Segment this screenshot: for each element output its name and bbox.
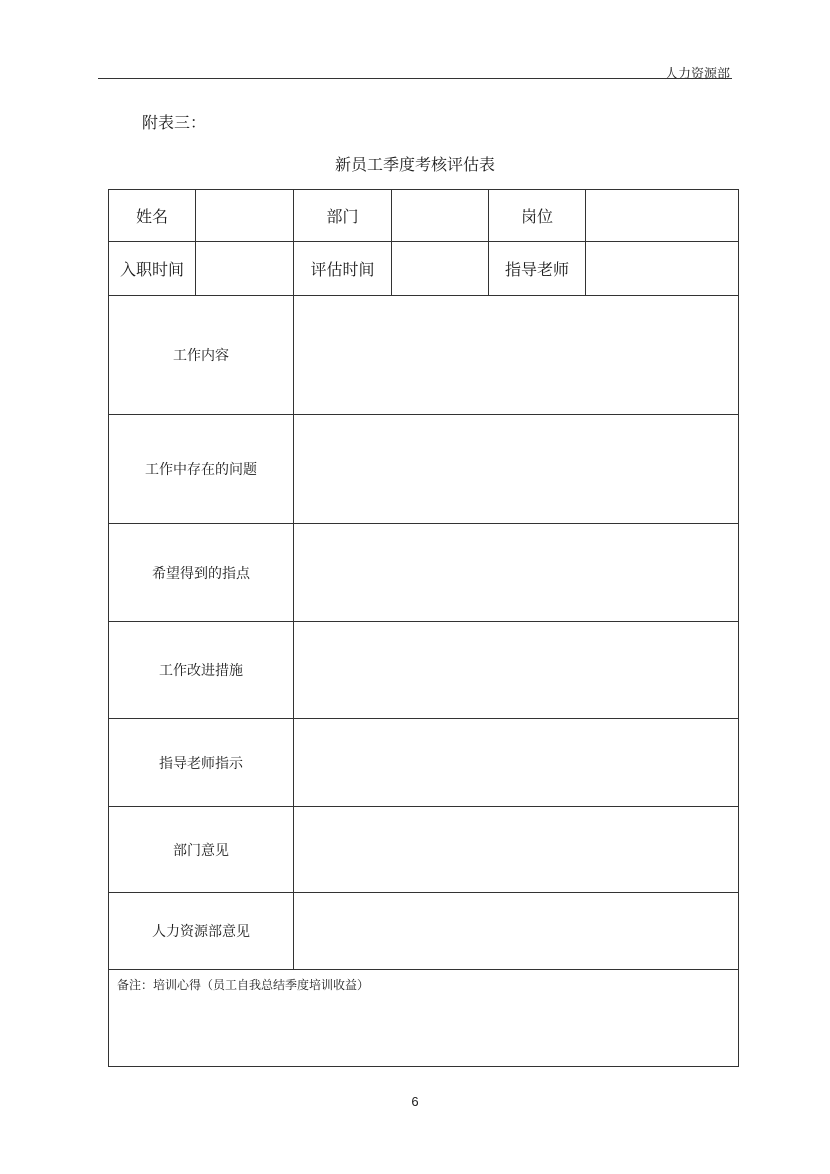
hire-date-field[interactable] bbox=[196, 242, 294, 296]
improvement-measures-field[interactable] bbox=[294, 622, 739, 719]
section-row bbox=[109, 415, 739, 524]
work-problems-field[interactable] bbox=[294, 415, 739, 524]
department-label: 部门 bbox=[294, 190, 392, 242]
name-label: 姓名 bbox=[109, 190, 196, 242]
hire-date-label: 入职时间 bbox=[109, 242, 196, 296]
section-row bbox=[109, 296, 739, 415]
section-row bbox=[109, 807, 739, 893]
appendix-label: 附表三： bbox=[142, 113, 207, 132]
hr-opinion-label: 人力资源部意见 bbox=[109, 893, 294, 970]
mentor-field[interactable] bbox=[586, 242, 739, 296]
work-problems-label: 工作中存在的问题 bbox=[109, 415, 294, 524]
header-divider bbox=[98, 78, 732, 79]
info-row bbox=[109, 190, 739, 242]
header-department: 人力资源部 bbox=[664, 67, 730, 82]
evaluation-date-field[interactable] bbox=[392, 242, 489, 296]
name-field[interactable] bbox=[196, 190, 294, 242]
position-field[interactable] bbox=[586, 190, 739, 242]
section-row bbox=[109, 719, 739, 807]
remarks-field[interactable]: 备注：培训心得（员工自我总结季度培训收益） bbox=[109, 970, 739, 1067]
hr-opinion-field[interactable] bbox=[294, 893, 739, 970]
section-row bbox=[109, 893, 739, 970]
department-opinion-label: 部门意见 bbox=[109, 807, 294, 893]
evaluation-form-table bbox=[108, 189, 739, 1067]
section-row bbox=[109, 622, 739, 719]
mentor-label: 指导老师 bbox=[489, 242, 586, 296]
work-content-label: 工作内容 bbox=[109, 296, 294, 415]
remarks-row bbox=[109, 970, 739, 1067]
guidance-wanted-field[interactable] bbox=[294, 524, 739, 622]
form-title: 新员工季度考核评估表 bbox=[334, 155, 495, 174]
info-row bbox=[109, 242, 739, 296]
page-number: 6 bbox=[411, 1094, 419, 1109]
department-field[interactable] bbox=[392, 190, 489, 242]
evaluation-date-label: 评估时间 bbox=[294, 242, 392, 296]
work-content-field[interactable] bbox=[294, 296, 739, 415]
mentor-instructions-label: 指导老师指示 bbox=[109, 719, 294, 807]
position-label: 岗位 bbox=[489, 190, 586, 242]
section-row bbox=[109, 524, 739, 622]
guidance-wanted-label: 希望得到的指点 bbox=[109, 524, 294, 622]
department-opinion-field[interactable] bbox=[294, 807, 739, 893]
improvement-measures-label: 工作改进措施 bbox=[109, 622, 294, 719]
mentor-instructions-field[interactable] bbox=[294, 719, 739, 807]
